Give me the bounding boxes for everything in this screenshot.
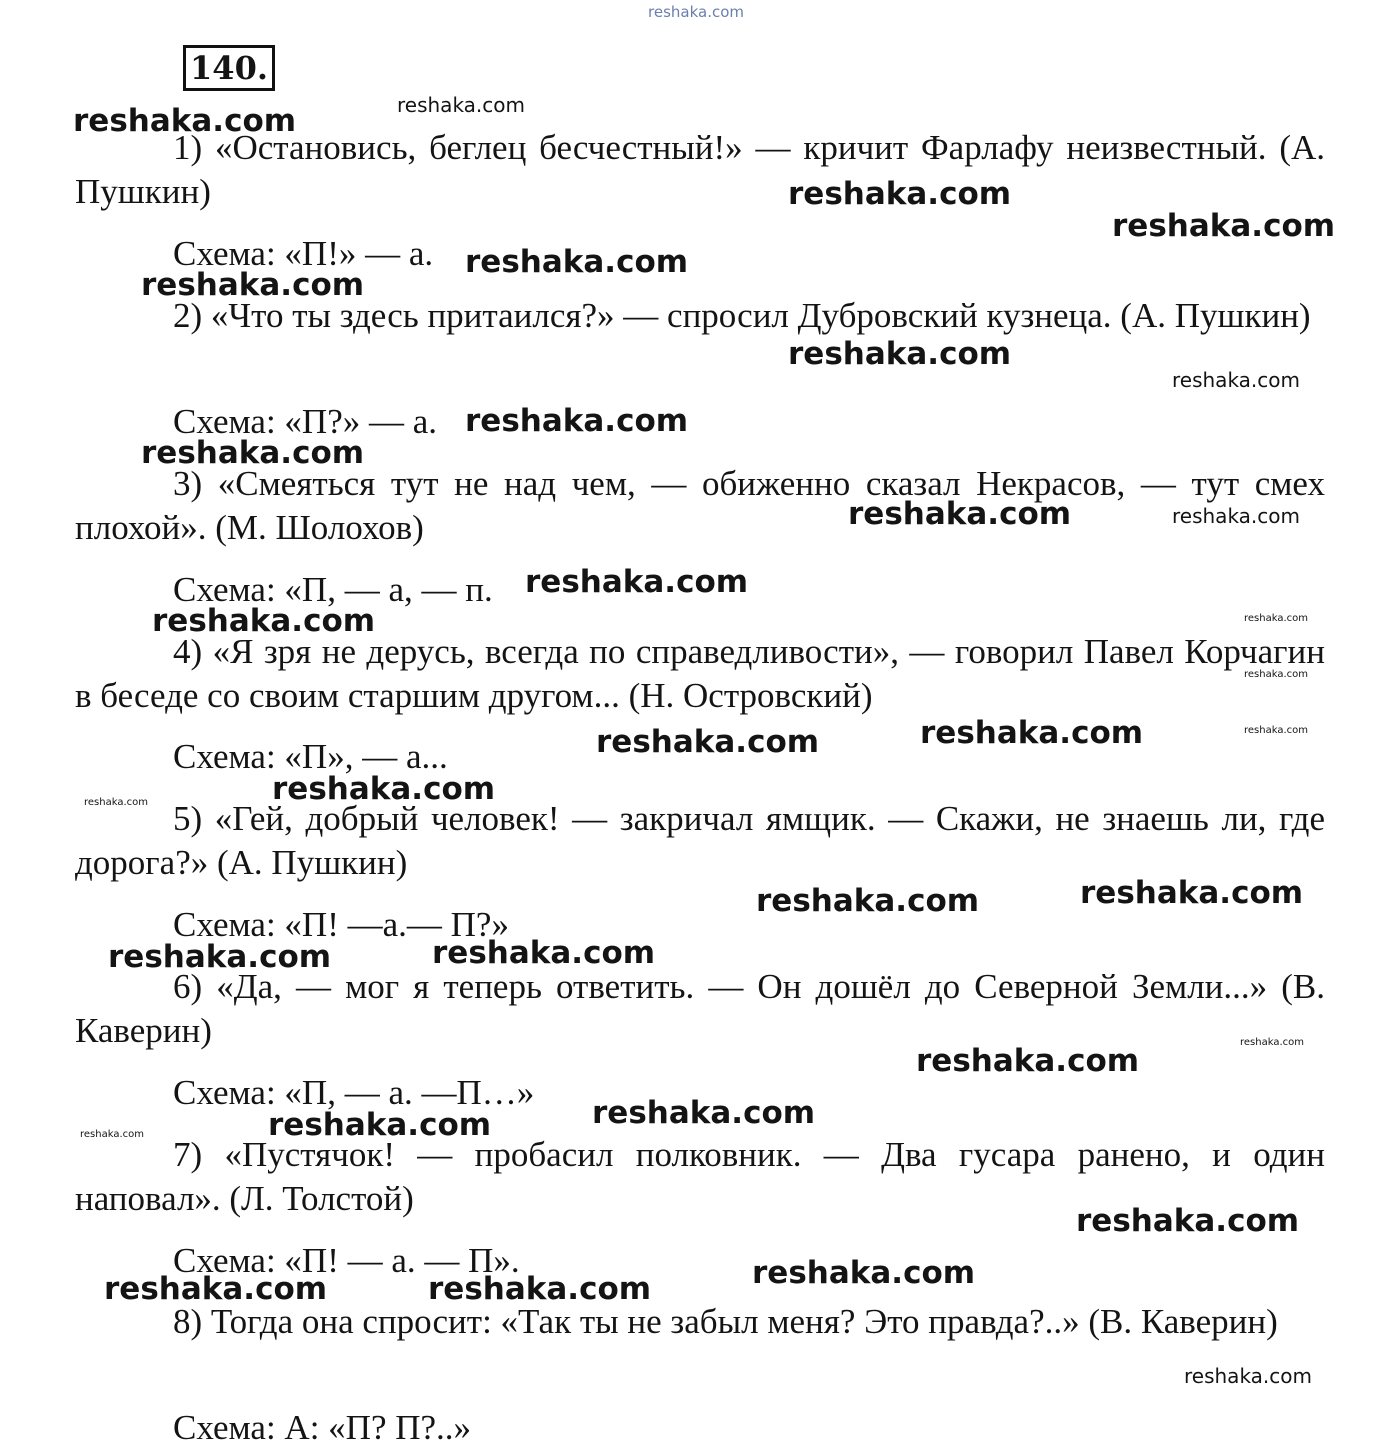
watermark: reshaka.com [788,176,1012,212]
watermark: reshaka.com [596,724,820,760]
watermark: reshaka.com [916,1043,1140,1079]
watermark: reshaka.com [152,603,376,639]
watermark: reshaka.com [525,564,749,600]
watermark: reshaka.com [1244,613,1308,624]
watermark: reshaka.com [1244,725,1308,736]
watermark: reshaka.com [752,1255,976,1291]
sentence-8: 8) Тогда она спросит: «Так ты не забыл меня? Это правда?..» (В. Каверин) [173,1302,1278,1341]
watermark: reshaka.com [268,1107,492,1143]
sentence-5: 5) «Гей, добрый человек! — закричал ямщик. — Скажи, не знаешь ли, где дорога?» (А. Пушкин) [75,799,1325,882]
watermark: reshaka.com [756,883,980,919]
watermark: reshaka.com [1076,1203,1300,1239]
watermark: reshaka.com [1244,669,1308,680]
watermark: reshaka.com [108,939,332,975]
watermark: reshaka.com [80,1129,144,1140]
scheme-6: Схема: «П, — а. —П…» [173,1073,535,1112]
watermark-top: reshaka.com [648,3,744,21]
watermark: reshaka.com [1184,1364,1312,1388]
watermark: reshaka.com [397,93,525,117]
watermark: reshaka.com [1240,1037,1304,1048]
watermark: reshaka.com [465,403,689,439]
scheme-7: Схема: «П! — а. — П». [173,1241,520,1280]
watermark: reshaka.com [432,935,656,971]
watermark: reshaka.com [84,797,148,808]
watermark: reshaka.com [272,771,496,807]
scheme-8: Схема: А: «П? П?..» [173,1408,472,1447]
exercise-number: 140. [183,45,275,91]
sentence-6: 6) «Да, — мог я теперь ответить. — Он дошёл до Северной Земли...» (В. Каверин) [75,967,1325,1050]
watermark: reshaka.com [788,336,1012,372]
watermark: reshaka.com [141,267,365,303]
watermark: reshaka.com [1172,368,1300,392]
watermark: reshaka.com [428,1271,652,1307]
watermark: reshaka.com [1172,504,1300,528]
watermark: reshaka.com [141,435,365,471]
watermark: reshaka.com [73,103,297,139]
sentence-1: 1) «Остановись, беглец бесчестный!» — кричит Фарлафу неизвестный. (А. Пушкин) [75,128,1325,211]
scheme-1: Схема: «П!» — а. [173,234,434,273]
scheme-3: Схема: «П, — а, — п. [173,570,493,609]
scheme-5: Схема: «П! —а.— П?» [173,905,509,944]
sentence-4: 4) «Я зря не дерусь, всегда по справедливости», — говорил Павел Корчагин в беседе со своим старшим другом... (Н. Островский) [75,632,1325,715]
watermark: reshaka.com [592,1095,816,1131]
sentence-2: 2) «Что ты здесь притаился?» — спросил Дубровский кузнеца. (А. Пушкин) [173,296,1311,335]
watermark: reshaka.com [104,1271,328,1307]
sentence-7: 7) «Пустячок! — пробасил полковник. — Два гусара ранено, и один наповал». (Л. Толстой) [75,1135,1325,1218]
watermark: reshaka.com [1080,875,1304,911]
scheme-2: Схема: «П?» — а. [173,402,438,441]
scheme-4: Схема: «П», — а... [173,737,448,776]
watermark: reshaka.com [465,244,689,280]
watermark: reshaka.com [848,496,1072,532]
watermark: reshaka.com [1112,208,1336,244]
watermark: reshaka.com [920,715,1144,751]
sentence-3: 3) «Смеяться тут не над чем, — обиженно сказал Некрасов, — тут смех плохой». (М. Шолохов) [75,464,1325,547]
